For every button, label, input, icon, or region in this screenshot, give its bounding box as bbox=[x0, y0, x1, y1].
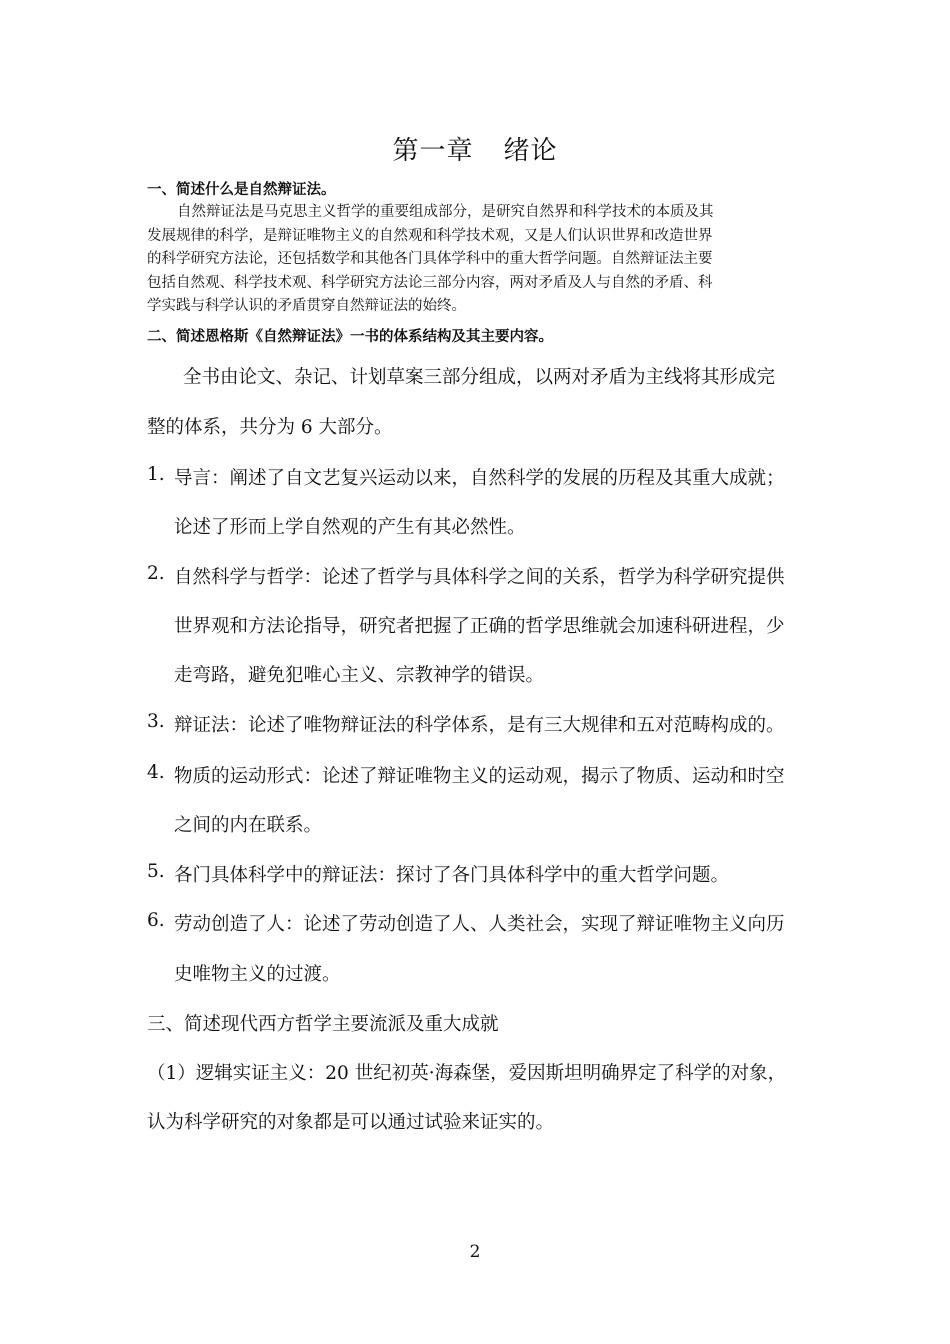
section-1-paragraph bbox=[147, 201, 807, 319]
list-item-number: 3. bbox=[147, 711, 165, 732]
section-2-intro-line: 全书由论文、杂记、计划草案三部分组成，以两对矛盾为主线将其形成完 bbox=[183, 367, 776, 388]
list-item-number: 4. bbox=[147, 762, 165, 783]
list-item-number: 2. bbox=[147, 563, 165, 584]
page-number: 2 bbox=[469, 1242, 481, 1262]
list-item-line: 导言：阐述了自文艺复兴运动以来，自然科学的发展的历程及其重大成就； bbox=[174, 468, 785, 489]
paragraph-line: 自然辩证法是马克思主义哲学的重要组成部分，是研究自然界和科学技术的本质及其 bbox=[177, 204, 714, 220]
list-item-number: 5. bbox=[147, 861, 165, 882]
list-item-line: 世界观和方法论指导，研究者把握了正确的哲学思维就会加速科研进程，少 bbox=[174, 616, 785, 637]
section-3-heading: 三、简述现代西方哲学主要流派及重大成就 bbox=[147, 1014, 499, 1035]
section-3-line: （1）逻辑实证主义：20 世纪初英·海森堡，爱因斯坦明确界定了科学的对象， bbox=[147, 1063, 787, 1084]
list-item-line: 论述了形而上学自然观的产生有其必然性。 bbox=[174, 517, 526, 538]
section-2-intro-line: 整的体系，共分为 6 大部分。 bbox=[147, 417, 393, 438]
chapter-title bbox=[0, 130, 950, 167]
list-item-number: 1. bbox=[147, 464, 165, 485]
paragraph-line: 包括自然观、科学技术观、科学研究方法论三部分内容，两对矛盾及人与自然的矛盾、科 bbox=[147, 274, 713, 291]
list-item-number: 6. bbox=[147, 910, 165, 931]
section-3-line: 认为科学研究的对象都是可以通过试验来证实的。 bbox=[147, 1112, 555, 1133]
section-2-heading: 二、简述恩格斯《自然辩证法》一书的体系结构及其主要内容。 bbox=[147, 328, 553, 345]
paragraph-line: 的科学研究方法论，还包括数学和其他各门具体学科中的重大哲学问题。自然辩证法主要 bbox=[147, 251, 713, 267]
list-item-line: 自然科学与哲学：论述了哲学与具体科学之间的关系，哲学为科学研究提供 bbox=[174, 567, 785, 588]
section-1-heading: 一、简述什么是自然辩证法。 bbox=[147, 181, 336, 198]
paragraph-line: 发展规律的科学，是辩证唯物主义的自然观和科学技术观，又是人们认识世界和改造世界 bbox=[147, 227, 713, 244]
paragraph-line: 学实践与科学认识的矛盾贯穿自然辩证法的始终。 bbox=[147, 298, 466, 314]
chapter-number: 第一章 bbox=[392, 136, 474, 166]
list-item-line: 劳动创造了人：论述了劳动创造了人、人类社会，实现了辩证唯物主义向历 bbox=[174, 914, 785, 935]
list-item-line: 各门具体科学中的辩证法：探讨了各门具体科学中的重大哲学问题。 bbox=[174, 865, 730, 886]
list-item-line: 之间的内在联系。 bbox=[174, 815, 323, 836]
list-item-line: 史唯物主义的过渡。 bbox=[174, 964, 341, 985]
list-item-line: 物质的运动形式：论述了辩证唯物主义的运动观，揭示了物质、运动和时空 bbox=[174, 766, 785, 787]
list-item-line: 走弯路，避免犯唯心主义、宗教神学的错误。 bbox=[174, 665, 545, 686]
list-item-line: 辩证法：论述了唯物辩证法的科学体系，是有三大规律和五对范畴构成的。 bbox=[174, 715, 785, 736]
chapter-name: 绪论 bbox=[503, 136, 558, 166]
